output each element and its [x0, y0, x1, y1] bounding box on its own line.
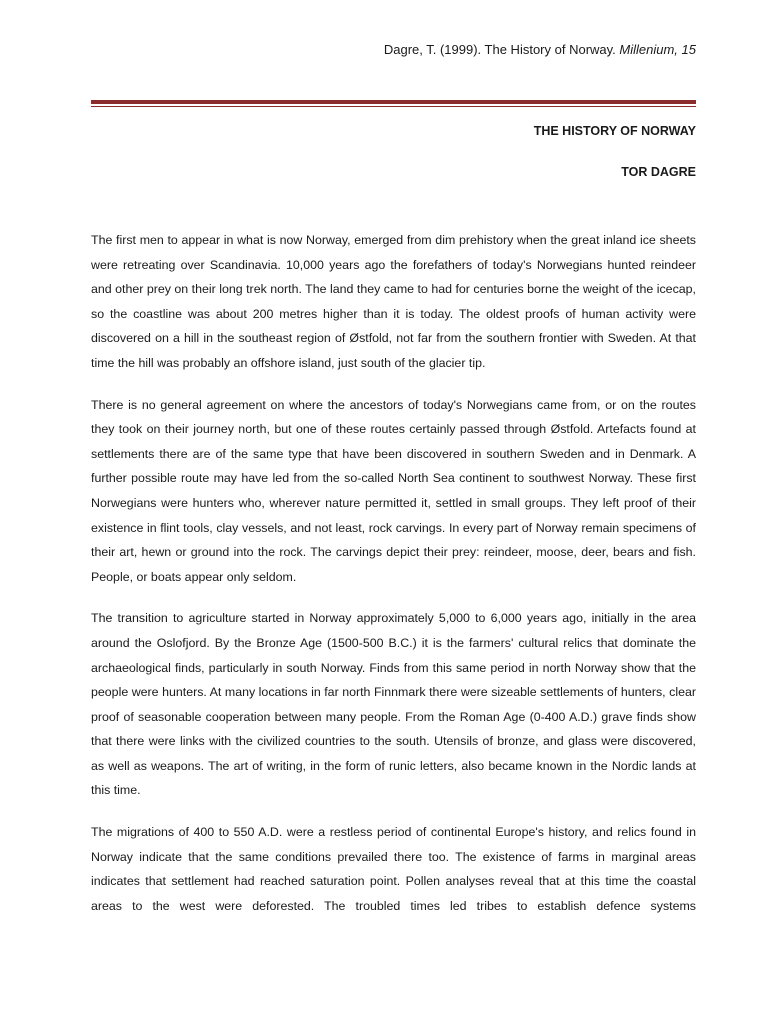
- header-rule-thin: [91, 106, 696, 107]
- article-author: TOR DAGRE: [621, 165, 696, 179]
- running-header-citation: [384, 42, 696, 57]
- paragraph-2: There is no general agreement on where the ancestors of today's Norwegians came from, or on the routes they took on their journey north, but one of these routes certainly passed through Østfold. Artefacts found at settlements there are of the same type that have been discovered in southern Sweden and in Denmark. A further possible route may have led from the so-called North Sea continent to southwest Norway. These first Norwegians were hunters who, wherever nature permitted it, settled in small groups. They left proof of their existence in flint tools, clay vessels, and not least, rock carvings. In every part of Norway remain specimens of their art, hewn or ground into the rock. The carvings depict their prey: reindeer, moose, deer, bears and fish. People, or boats appear only seldom.: [91, 397, 696, 584]
- article-title: THE HISTORY OF NORWAY: [533, 124, 696, 138]
- header-rule-thick: [91, 100, 696, 104]
- journal-name: Millenium, 15: [619, 42, 696, 57]
- paragraph-3: The transition to agriculture started in Norway approximately 5,000 to 6,000 years ago, initially in the area around the Oslofjord. By the Bronze Age (1500-500 B.C.) it is the farmers' cultural relics that dominate the archaeological finds, particularly in south Norway. Finds from this same period in north Norway show that the people were hunters. At many locations in far north Finnmark there were sizeable settlements of hunters, clear proof of seasonable cooperation between many people. From the Roman Age (0-400 A.D.) grave finds show that there were links with the civilized countries to the south. Utensils of bronze, and glass were discovered, as well as weapons. The art of writing, in the form of runic letters, also became known in the Nordic lands at this time.: [91, 611, 696, 798]
- article-body: [91, 228, 696, 935]
- citation-text: Dagre, T. (1999). The History of Norway.: [383, 42, 620, 57]
- paragraph-1: The first men to appear in what is now Norway, emerged from dim prehistory when the great inland ice sheets were retreating over Scandinavia. 10,000 years ago the forefathers of today's Norwegians hunted reindeer and other prey on their long trek north. The land they came to had for centuries borne the weight of the icecap, so the coastline was about 200 metres higher than it is today. The oldest proofs of human activity were discovered on a hill in the southeast region of Østfold, not far from the southern frontier with Sweden. At that time the hill was probably an offshore island, just south of the glacier tip.: [91, 233, 696, 370]
- paragraph-4: The migrations of 400 to 550 A.D. were a restless period of continental Europe's history, and relics found in Norway indicate that the same conditions prevailed there too. The existence of farms in marginal areas indicates that settlement had reached saturation point. Pollen analyses reveal that at this time the coastal areas to the west were deforested. The troubled times led tribes to establish defence systems: [91, 825, 696, 913]
